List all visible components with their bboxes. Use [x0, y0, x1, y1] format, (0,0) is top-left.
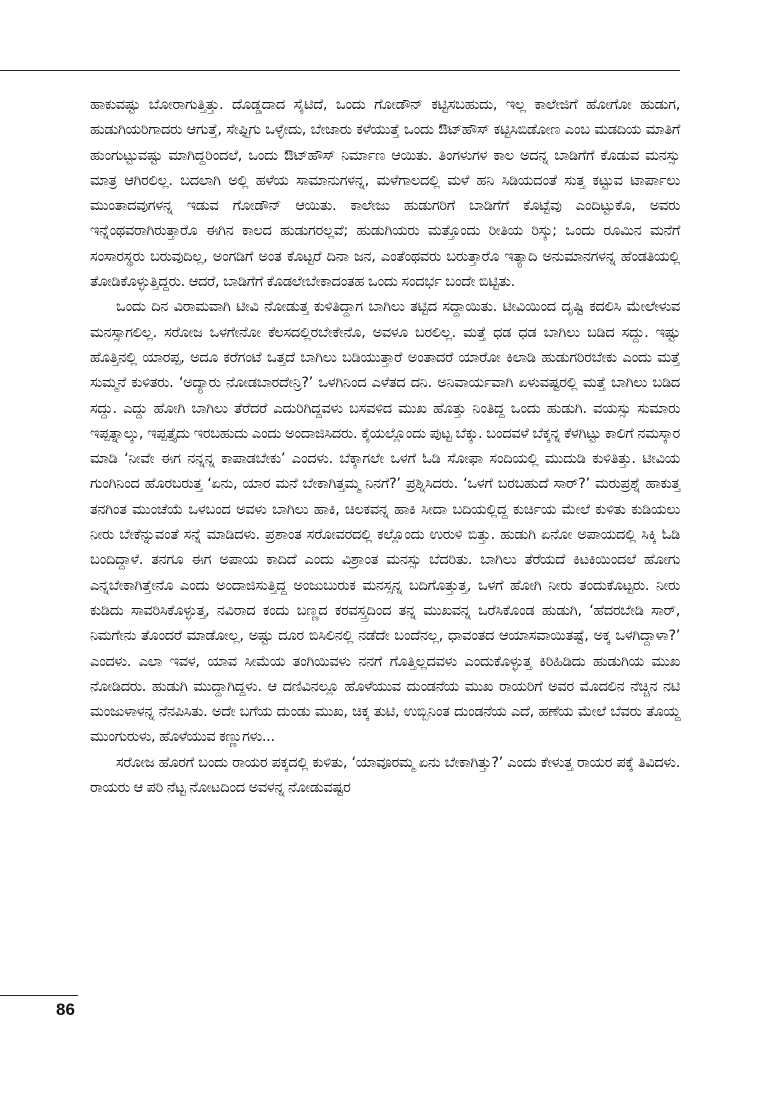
paragraph-1: ಹಾಕುವಷ್ಟು ಬೋರಾಗುತ್ತಿತ್ತು. ದೊಡ್ಡದಾದ ಸೈಟಿದೆ, ಒಂದು ಗೋಡೌನ್ ಕಟ್ಟಿಸಬಹುದು, ಇಲ್ಲ ಕಾಲೇಜಿಗೆ ಹೋಗೋ ಹುಡುಗ, ಹುಡುಗಿಯರಿಗಾದರು ಆಗುತ್ತೆ, ಸೇಫ್ಟಿಗು ಒಳ್ಳೇದು, ಬೇಜಾರು ಕಳೆಯುತ್ತೆ ಒಂದು ಔಟ್‌ಹೌಸ್ ಕಟ್ಟಿಸಿಬಿಡೋಣ ಎಂಬ ಮಡದಿಯ ಮಾತಿಗೆ ಹುಂಗುಟ್ಟುವಷ್ಟು ಮಾಗಿದ್ದರಿಂದಲೆ, ಒಂದು ಔಟ್‌ಹೌಸ್ ನಿರ್ಮಾಣ ಆಯಿತು. ತಿಂಗಳುಗಳ ಕಾಲ ಅದನ್ನ ಬಾಡಿಗೆಗೆ ಕೊಡುವ ಮನಸ್ಸು ಮಾತ್ರ ಆಗಿರಲಿಲ್ಲ. ಬದಲಾಗಿ ಅಲ್ಲಿ ಹಳೆಯ ಸಾಮಾನುಗಳನ್ನ, ಮಳೆಗಾಲದಲ್ಲಿ ಮಳೆ ಹನಿ ಸಿಡಿಯದಂತೆ ಸುತ್ತ ಕಟ್ಟುವ ಟಾರ್ಪಾಲು ಮುಂತಾದವುಗಳನ್ನ ಇಡುವ ಗೋಡೌನ್ ಆಯಿತು. ಕಾಲೇಜು ಹುಡುಗರಿಗೆ ಬಾಡಿಗೆಗೆ ಕೊಟ್ಟೆವು ಎಂದಿಟ್ಟುಕೊ, ಅವರು ಇನ್ನೆಂಥವರಾಗಿರುತ್ತಾರೊ ಈಗಿನ ಕಾಲದ ಹುಡುಗರಲ್ಲವೆ; ಹುಡುಗಿಯರು ಮತ್ತೊಂದು ರೀತಿಯ ರಿಸ್ಕು; ಒಂದು ರೂಮಿನ ಮನೆಗೆ ಸಂಸಾರಸ್ಥರು ಬರುವುದಿಲ್ಲ, ಅಂಗಡಿಗೆ ಅಂತ ಕೊಟ್ಟರೆ ದಿನಾ ಜನ, ಎಂತೆಂಥವರು ಬರುತ್ತಾರೊ ಇತ್ಯಾದಿ ಅನುಮಾನಗಳನ್ನ ಹೆಂಡತಿಯಲ್ಲಿ ತೋಡಿಕೊಳ್ಳುತ್ತಿದ್ದರು. ಆದರೆ, ಬಾಡಿಗೆಗೆ ಕೊಡಲೇಬೇಕಾದಂತಹ ಒಂದು ಸಂದರ್ಭ ಬಂದೇ ಬಿಟ್ಟಿತು.: [90, 96, 680, 291]
header-rule: [0, 70, 680, 71]
page-number: 86: [56, 1000, 75, 1019]
paragraph-3: ಸರೋಜ ಹೊರಗೆ ಬಂದು ರಾಯರ ಪಕ್ಕದಲ್ಲಿ ಕುಳಿತು, ‘ಯಾವೂರಮ್ಮ ಏನು ಬೇಕಾಗಿತ್ತು?’ ಎಂದು ಕೇಳುತ್ತ ರಾಯರ ಪಕ್ಕೆ ತಿವಿದಳು. ರಾಯರು ಆ ಪರಿ ನೆಟ್ಟ ನೋಟದಿಂದ ಅವಳನ್ನ ನೋಡುವಷ್ಟರ: [90, 753, 680, 797]
paragraph-2: ಒಂದು ದಿನ ವಿರಾಮವಾಗಿ ಟೀವಿ ನೋಡುತ್ತ ಕುಳಿತಿದ್ದಾಗ ಬಾಗಿಲು ತಟ್ಟಿದ ಸದ್ದಾಯಿತು. ಟೀವಿಯಿಂದ ದೃಷ್ಟಿ ಕದಲಿಸಿ ಮೇಲೇಳುವ ಮನಸ್ಸಾಗಲಿಲ್ಲ. ಸರೋಜ ಒಳಗೇನೋ ಕೆಲಸದಲ್ಲಿರಬೇಕೇನೊ, ಅವಳೂ ಬರಲಿಲ್ಲ. ಮತ್ತೆ ಧಡ ಧಡ ಬಾಗಿಲು ಬಡಿದ ಸದ್ದು. ಇಷ್ಟು ಹೊತ್ತಿನಲ್ಲಿ ಯಾರಪ್ಪ, ಅದೂ ಕರೆಗಂಟೆ ಒತ್ತದೆ ಬಾಗಿಲು ಬಡಿಯುತ್ತಾರೆ ಅಂತಾದರೆ ಯಾರೋ ಕಿಲಾಡಿ ಹುಡುಗರಿರಬೇಕು ಎಂದು ಮತ್ತೆ ಸುಮ್ಮನೆ ಕುಳಿತರು. ‘ಅದ್ಯಾರು ನೋಡಬಾರದೇನ್ರಿ?’ ಒಳಗಿನಿಂದ ಎಳೆತದ ದನಿ. ಅನಿವಾರ್ಯವಾಗಿ ಏಳುವಷ್ಟರಲ್ಲಿ ಮತ್ತೆ ಬಾಗಿಲು ಬಡಿದ ಸದ್ದು. ಎದ್ದು ಹೋಗಿ ಬಾಗಿಲು ತೆರೆದರೆ ಎದುರಿಗಿದ್ದವಳು ಬಸವಳಿದ ಮುಖ ಹೊತ್ತು ನಿಂತಿದ್ದ ಒಂದು ಹುಡುಗಿ. ವಯಸ್ಸು ಸುಮಾರು ಇಪ್ಪತ್ನಾಲ್ಕು, ಇಪ್ಪತ್ತೈದು ಇರಬಹುದು ಎಂದು ಅಂದಾಜಿಸಿದರು. ಕೈಯಲ್ಲೊಂದು ಪುಟ್ಟ ಬೆಕ್ಕು. ಬಂದವಳೆ ಬೆಕ್ಕನ್ನ ಕೆಳಗಿಟ್ಟು ಕಾಲಿಗೆ ನಮಸ್ಕಾರ ಮಾಡಿ ‘ನೀವೇ ಈಗ ನನ್ನನ್ನ ಕಾಪಾಡಬೇಕು’ ಎಂದಳು. ಬೆಕ್ಕಾಗಲೇ ಒಳಗೆ ಓಡಿ ಸೋಫಾ ಸಂದಿಯಲ್ಲಿ ಮುದುಡಿ ಕುಳಿತಿತ್ತು. ಟೀವಿಯ ಗುಂಗಿನಿಂದ ಹೊರಬರುತ್ತ ‘ಏನು, ಯಾರ ಮನೆ ಬೇಕಾಗಿತ್ತಮ್ಮ ನಿನಗೆ?’ ಪ್ರಶ್ನಿಸಿದರು. ‘ಒಳಗೆ ಬರಬಹುದೆ ಸಾರ್?’ ಮರುಪ್ರಶ್ನೆ ಹಾಕುತ್ತ ತನಗಿಂತ ಮುಂಚೆಯೆ ಒಳಬಂದ ಅವಳು ಬಾಗಿಲು ಹಾಕಿ, ಚಿಲಕವನ್ನ ಹಾಕಿ ಸೀದಾ ಬದಿಯಲ್ಲಿದ್ದ ಕುರ್ಚಿಯ ಮೇಲೆ ಕುಳಿತು ಕುಡಿಯಲು ನೀರು ಬೇಕೆನ್ನುವಂತೆ ಸನ್ನೆ ಮಾಡಿದಳು. ಪ್ರಶಾಂತ ಸರೋವರದಲ್ಲಿ ಕಲ್ಲೊಂದು ಉರುಳಿ ಬಿತ್ತು. ಹುಡುಗಿ ಏನೋ ಅಪಾಯದಲ್ಲಿ ಸಿಕ್ಕಿ ಓಡಿ ಬಂದಿದ್ದಾಳೆ. ತನಗೂ ಈಗ ಅಪಾಯ ಕಾದಿದೆ ಎಂದು ವಿಶ್ರಾಂತ ಮನಸ್ಸು ಬೆದರಿತು. ಬಾಗಿಲು ತೆರೆಯದೆ ಕಿಟಕಿಯಿಂದಲೆ ಹೋಗು ಎನ್ನಬೇಕಾಗಿತ್ತೇನೊ ಎಂದು ಅಂದಾಜಿಸುತ್ತಿದ್ದ ಅಂಜುಬುರುಕ ಮನಸ್ಸನ್ನ ಬದಿಗೊತ್ತುತ್ತ, ಒಳಗೆ ಹೋಗಿ ನೀರು ತಂದುಕೊಟ್ಟರು. ನೀರು ಕುಡಿದು ಸಾವರಿಸಿಕೊಳ್ಳುತ್ತ, ನವಿರಾದ ಕಂದು ಬಣ್ಣದ ಕರವಸ್ತ್ರದಿಂದ ತನ್ನ ಮುಖವನ್ನ ಒರೆಸಿಕೊಂಡ ಹುಡುಗಿ, ‘ಹೆದರಬೇಡಿ ಸಾರ್, ನಿಮಗೇನು ತೊಂದರೆ ಮಾಡೋಲ್ಲ, ಅಷ್ಟು ದೂರ ಬಿಸಿಲಿನಲ್ಲಿ ನಡೆದೇ ಬಂದೆನಲ್ಲ, ಧಾವಂತದ ಆಯಾಸವಾಯಿತಷ್ಟೆ, ಅಕ್ಕ ಒಳಗಿದ್ದಾಳಾ?’ ಎಂದಳು. ಎಲಾ ಇವಳ, ಯಾವ ಸೀಮೆಯ ತಂಗಿಯಿವಳು ನನಗೆ ಗೊತ್ತಿಲ್ಲದವಳು ಎಂದುಕೊಳ್ಳುತ್ತ ಕಿರಿಹಿಡಿದು ಹುಡುಗಿಯ ಮುಖ ನೋಡಿದರು. ಹುಡುಗಿ ಮುದ್ದಾಗಿದ್ದಳು. ಆ ದಣಿವಿನಲ್ಲೂ ಹೊಳೆಯುವ ದುಂಡನೆಯ ಮುಖ ರಾಯರಿಗೆ ಅವರ ಮೊದಲಿನ ನೆಚ್ಚಿನ ನಟಿ ಮಂಜುಳಾಳನ್ನ ನೆನಪಿಸಿತು. ಅದೇ ಬಗೆಯ ದುಂಡು ಮುಖ, ಚಿಕ್ಕ ತುಟಿ, ಉಬ್ಬಿನಿಂತ ದುಂಡನೆಯ ಎದೆ, ಹಣೆಯ ಮೇಲೆ ಬೆವರು ತೊಯ್ದ ಮುಂಗುರುಳು, ಹೊಳೆಯುವ ಕಣ್ಣುಗಳು...: [90, 298, 680, 746]
page-body-text: [90, 92, 680, 800]
footer-rule: [0, 995, 78, 996]
